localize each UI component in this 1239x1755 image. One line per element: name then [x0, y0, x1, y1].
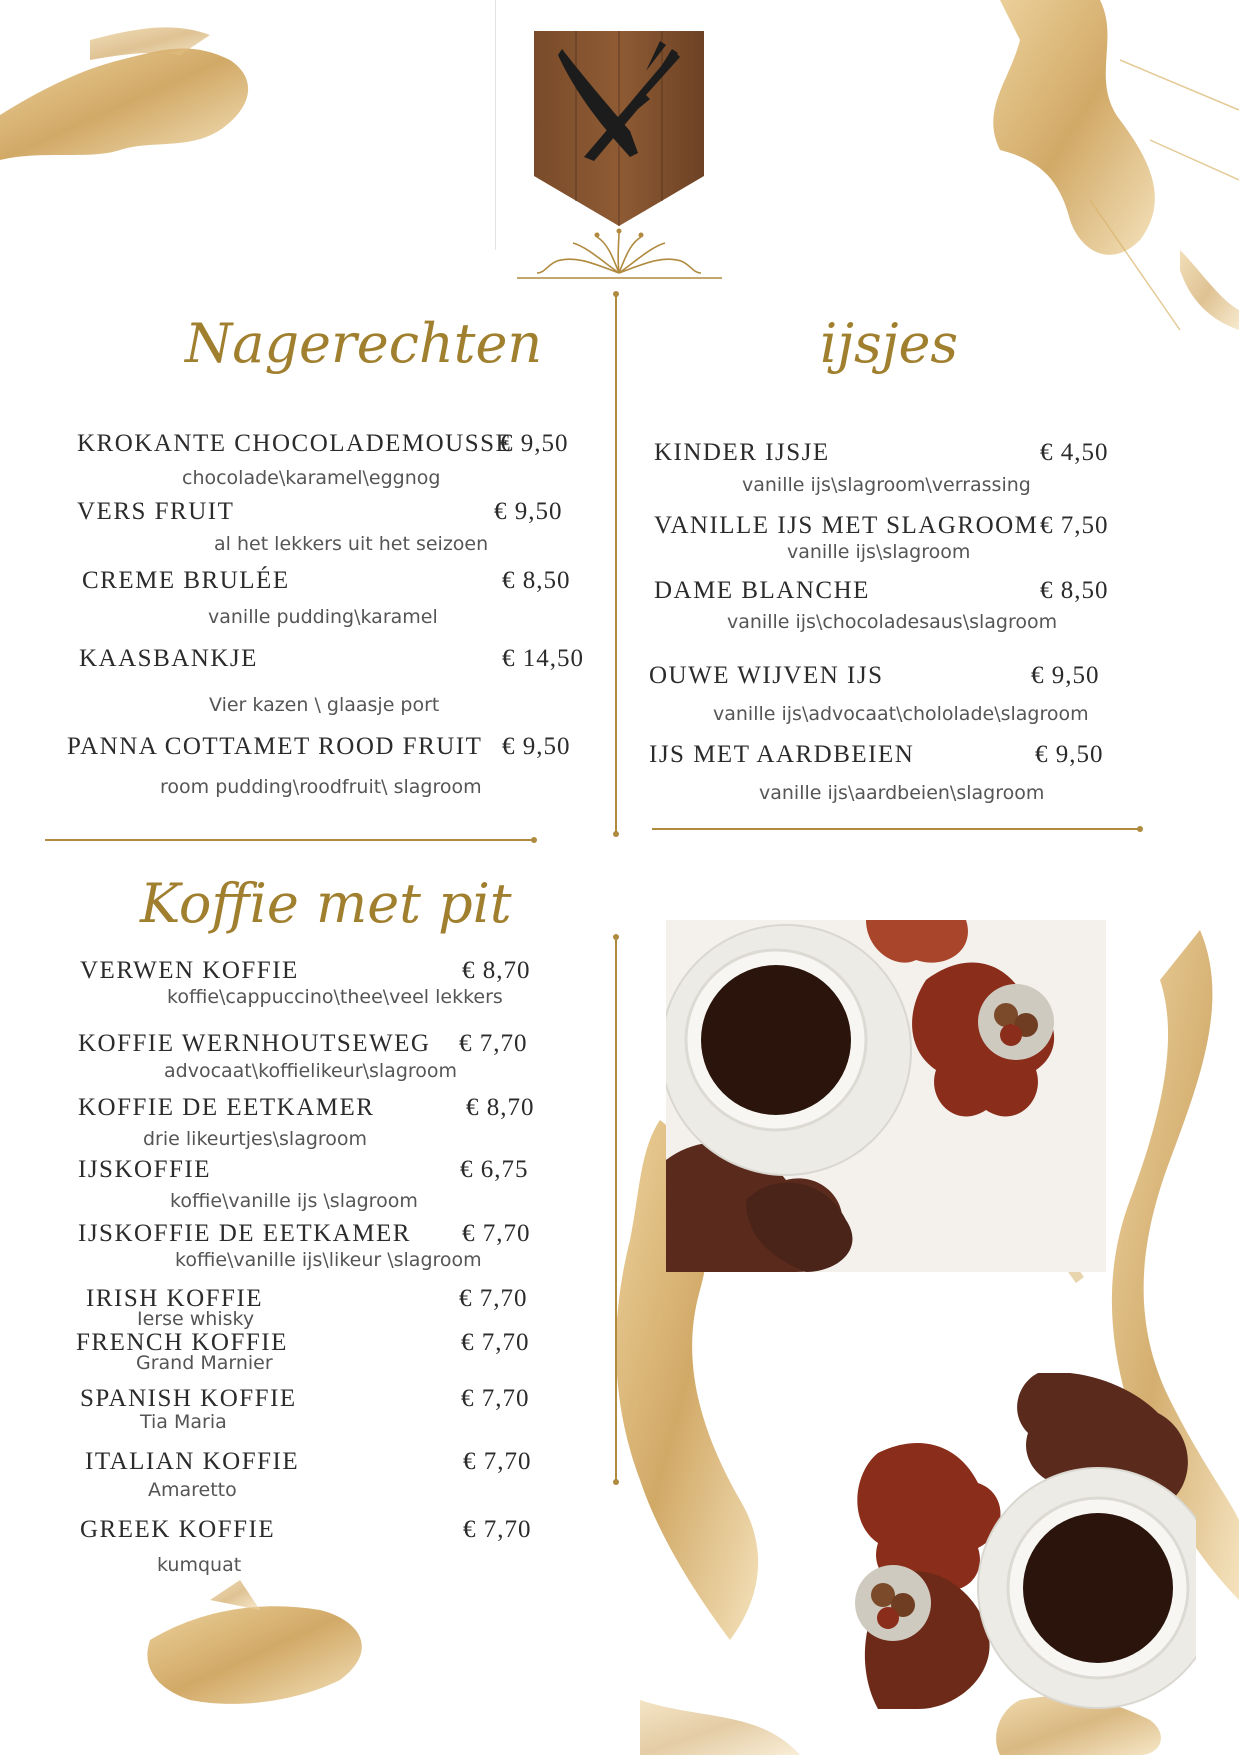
horizontal-rule-left	[45, 839, 535, 841]
menu-item-description: Grand Marnier	[136, 1352, 273, 1374]
rule-dot	[613, 1479, 619, 1485]
menu-item-name: IJSKOFFIE	[78, 1156, 211, 1183]
menu-item-name: KINDER IJSJE	[654, 439, 830, 466]
menu-item-name: KOFFIE DE EETKAMER	[78, 1094, 375, 1121]
menu-item-price: € 8,70	[462, 957, 531, 984]
crossed-fork-knife-icon	[534, 31, 704, 226]
coffee-photo-bottom	[838, 1373, 1196, 1709]
menu-item-price: € 7,70	[463, 1448, 532, 1475]
menu-item-price: € 6,75	[460, 1156, 529, 1183]
coffee-photo-top	[666, 920, 1106, 1272]
menu-item-description: vanille ijs\slagroom\verrassing	[742, 474, 1031, 496]
menu-item-name: KROKANTE CHOCOLADEMOUSSE	[77, 430, 513, 457]
menu-item-name: VERWEN KOFFIE	[80, 957, 299, 984]
menu-item-description: koffie\vanille ijs\likeur \slagroom	[175, 1249, 482, 1271]
menu-item-price: € 7,70	[459, 1285, 528, 1312]
menu-item-name: ITALIAN KOFFIE	[85, 1448, 300, 1475]
menu-item-name: GREEK KOFFIE	[80, 1516, 276, 1543]
menu-item-name: IJS MET AARDBEIEN	[649, 741, 915, 768]
menu-item-price: € 7,70	[459, 1030, 528, 1057]
rule-dot	[613, 831, 619, 837]
menu-item-description: chocolade\karamel\eggnog	[182, 467, 441, 489]
menu-item-name: KOFFIE WERNHOUTSEWEG	[78, 1030, 431, 1057]
menu-item-name: KAASBANKJE	[79, 645, 258, 672]
rule-dot	[531, 837, 537, 843]
menu-item-description: koffie\cappuccino\thee\veel lekkers	[167, 986, 503, 1008]
menu-item-name: DAME BLANCHE	[654, 577, 870, 604]
menu-item-price: € 9,50	[1035, 741, 1104, 768]
menu-item-name: IJSKOFFIE DE EETKAMER	[78, 1220, 411, 1247]
menu-item-name: IRISH KOFFIE	[86, 1285, 264, 1312]
rule-dot	[1137, 826, 1143, 832]
menu-item-price: € 9,50	[502, 733, 571, 760]
vertical-rule-bottom	[615, 938, 617, 1483]
menu-item-description: vanille ijs\aardbeien\slagroom	[759, 782, 1045, 804]
menu-item-price: € 8,70	[466, 1094, 535, 1121]
menu-item-name: FRENCH KOFFIE	[76, 1329, 288, 1356]
menu-item-description: room pudding\roodfruit\ slagroom	[160, 776, 482, 798]
menu-item-price: € 9,50	[500, 430, 569, 457]
rule-dot	[613, 291, 619, 297]
rule-dot	[613, 934, 619, 940]
menu-item-price: € 7,50	[1040, 512, 1109, 539]
menu-item-description: vanille ijs\chocoladesaus\slagroom	[727, 611, 1058, 633]
menu-item-name: PANNA COTTAMET ROOD FRUIT	[67, 733, 483, 760]
menu-item-description: Ierse whisky	[137, 1308, 255, 1330]
vertical-rule-top	[615, 295, 617, 835]
menu-item-description: koffie\vanille ijs \slagroom	[170, 1190, 418, 1212]
menu-item-name: VERS FRUIT	[77, 498, 235, 525]
section-title-nagerechten: Nagerechten	[185, 312, 543, 375]
horizontal-rule-right	[652, 828, 1142, 830]
menu-item-price: € 14,50	[502, 645, 584, 672]
ornament-divider	[517, 225, 722, 281]
menu-item-description: kumquat	[157, 1554, 242, 1576]
menu-item-description: vanille pudding\karamel	[208, 606, 438, 628]
menu-item-price: € 8,50	[1040, 577, 1109, 604]
menu-item-price: € 4,50	[1040, 439, 1109, 466]
section-title-koffie: Koffie met pit	[140, 872, 512, 935]
page-divider-line	[495, 0, 496, 250]
section-title-ijsjes: ijsjes	[820, 312, 959, 375]
menu-item-price: € 7,70	[462, 1220, 531, 1247]
menu-item-name: SPANISH KOFFIE	[80, 1385, 297, 1412]
menu-item-price: € 9,50	[1031, 662, 1100, 689]
menu-item-price: € 7,70	[461, 1329, 530, 1356]
menu-item-description: drie likeurtjes\slagroom	[143, 1128, 368, 1150]
menu-item-description: al het lekkers uit het seizoen	[214, 533, 489, 555]
menu-item-name: CREME BRULÉE	[82, 567, 290, 594]
menu-item-name: OUWE WIJVEN IJS	[649, 662, 884, 689]
menu-item-price: € 7,70	[461, 1385, 530, 1412]
menu-item-price: € 8,50	[502, 567, 571, 594]
menu-item-price: € 9,50	[494, 498, 563, 525]
menu-item-description: Amaretto	[148, 1479, 237, 1501]
menu-item-price: € 7,70	[463, 1516, 532, 1543]
menu-item-name: VANILLE IJS MET SLAGROOM	[654, 512, 1039, 539]
menu-item-description: Vier kazen \ glaasje port	[209, 694, 440, 716]
menu-item-description: advocaat\koffielikeur\slagroom	[164, 1060, 458, 1082]
menu-item-description: Tia Maria	[140, 1411, 227, 1433]
menu-item-description: vanille ijs\slagroom	[787, 541, 971, 563]
menu-item-description: vanille ijs\advocaat\chololade\slagroom	[713, 703, 1089, 725]
restaurant-logo	[534, 31, 704, 226]
